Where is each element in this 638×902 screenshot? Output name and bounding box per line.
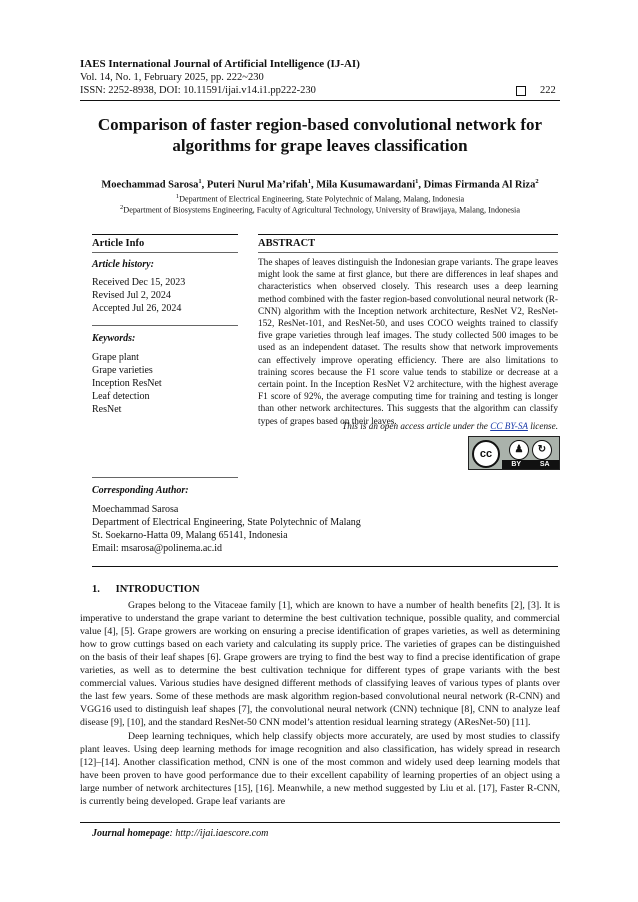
badge-by: BY xyxy=(511,461,522,468)
title-line-2: algorithms for grape leaves classification xyxy=(172,136,468,155)
corresponding-email: Email: msarosa@polinema.ac.id xyxy=(92,543,223,554)
keywords-list xyxy=(92,351,238,416)
homepage-label: Journal homepage xyxy=(92,828,170,839)
author-name: Puteri Nurul Ma’rifah xyxy=(206,179,308,191)
author-sup: 2 xyxy=(535,178,539,185)
keywords-rule xyxy=(92,325,238,326)
license-prefix: This is an open access article under the xyxy=(342,421,491,431)
license-suffix: license. xyxy=(527,421,558,431)
affiliation-sup: 2 xyxy=(120,204,124,211)
corresponding-heading: Corresponding Author: xyxy=(92,485,189,496)
affiliation-sup: 1 xyxy=(175,193,180,200)
article-info-heading: Article Info xyxy=(92,238,145,249)
accepted-date: Accepted Jul 26, 2024 xyxy=(92,303,182,314)
affiliation-1 xyxy=(80,193,560,204)
journal-volume: Vol. 14, No. 1, February 2025, pp. 222~230 xyxy=(80,72,264,83)
keyword: Leaf detection xyxy=(92,391,150,402)
person-icon: ♟ xyxy=(509,440,529,460)
journal-homepage xyxy=(92,828,268,839)
author-list: Moechammad Sarosa$^1$, Puteri Nurul Ma’rifah$^1$, Mila Kusumawardani$^1$, Dimas Firmanda Al Riza$^2$ xyxy=(101,178,539,191)
cc-by-sa-badge[interactable] xyxy=(468,436,560,470)
corresponding-name: Moechammad Sarosa xyxy=(92,504,179,515)
affiliation-text: Department of Biosystems Engineering, Faculty of Agricultural Technology, University of Brawijaya, Malang, Indonesia xyxy=(123,205,520,215)
badge-sa: SA xyxy=(539,461,550,468)
revised-date: Revised Jul 2, 2024 xyxy=(92,290,171,301)
corresponding-rule xyxy=(92,477,238,478)
badge-label-bar xyxy=(502,460,559,469)
info-sub-rule xyxy=(92,252,238,253)
footer-rule xyxy=(80,822,560,823)
paper-title xyxy=(80,114,560,156)
keyword: Grape plant xyxy=(92,352,139,363)
header-page xyxy=(516,85,556,96)
info-bottom-rule xyxy=(92,566,558,567)
affiliation-text: Department of Electrical Engineering, State Polytechnic of Malang, Malang, Indonesia xyxy=(179,194,465,204)
intro-heading: 1. INTRODUCTION xyxy=(92,584,200,595)
affiliation-2 xyxy=(80,204,560,215)
author-name: Moechammad Sarosa xyxy=(101,179,199,191)
keywords-heading: Keywords: xyxy=(92,333,136,344)
homepage-url[interactable]: : http://ijai.iaescore.com xyxy=(169,828,269,839)
header-rule xyxy=(80,100,560,101)
info-top-rule xyxy=(92,234,238,235)
author-sup: 1 xyxy=(307,178,311,185)
license-link[interactable]: CC BY-SA xyxy=(490,421,528,431)
intro-paragraph-2: Deep learning techniques, which help classify objects more accurately, are used by most studies to classify plant leaves. Using deep learning methods for image recognition and also classification, has widely spread in research [12]–[14]. Another classification method, CNN is one of the most common and widely used deep learning models that have been proven to have good performance due to their excellent capability of learning properties of an object using a large number of network architectures [15], [16]. Meanwhile, a new method suggested by Liu et al. [17], Faster R-CNN, is currently being developed. Grape leaf variants are xyxy=(80,731,560,808)
intro-paragraph-1: Grapes belong to the Vitaceae family [1], which are known to have a number of health benefits [2], [3]. It is imperative to understand the grape variant to determine the best cultivation technique, possible quality, and commercial value [4], [5]. Grape growers are working on ensuring a precise identification of grapes varieties, as well as determining how to grow cuttings based on each variety and calculating its supply price. The varieties of grapes can be distinguished on the basis of their leaf shapes [6]. Grape growers are trying to find the best way to find a precise identification of grape varieties, as well as to determine the best cultivation technique for different types of grape variants with the best commercial values. Various studies have designed different methods of classifying leaves of various types of plants over the last few years. Some of these methods are mask algorithm region-based convolutional neural network (R-CNN) and VGG16 used to distinguish leaf shapes [7], the convolutional neural network (CNN) technique [8], CNN to analyze leaf disease [9], [10], and the standard ResNet-50 CNN model’s attention residual learning strategy (AResNet-50) [11]. xyxy=(80,600,560,729)
abstract-text: The shapes of leaves distinguish the Indonesian grape variants. The grape leaves might look the same at first glance, but there are differences in leaf shapes and characteristics when observed closely. This research uses a deep learning method combined with the faster region-based convolutional neural network (R-CNN) algorithm with the Inception network architecture, ResNet V2, ResNet-152, ResNet-101, and ResNet-50, and uses COCO weights trained to classify five grape varieties through leaf images. The study collected 500 images to be used as an independent dataset. The results show that network improvements can effectively improve operating efficiency. There are also limitations to training scores because the F1 score value tends to stabilize or decrease at a certain point. In the Inception ResNet V2 architecture, with the highest average F1 score of 92%, the average computing time for training and testing is longer than other network architectures. This suggests that the algorithm can classify types of grapes based on their leaves. xyxy=(258,258,558,427)
author-sup: 1 xyxy=(198,178,202,185)
history-dates xyxy=(92,276,238,315)
keyword: Inception ResNet xyxy=(92,378,162,389)
abstract-heading: ABSTRACT xyxy=(258,238,316,249)
received-date: Received Dec 15, 2023 xyxy=(92,277,186,288)
cc-icon: cc xyxy=(472,440,500,468)
corresponding-address: St. Soekarno-Hatta 09, Malang 65141, Indonesia xyxy=(92,530,288,541)
title-line-1: Comparison of faster region-based convolutional network for xyxy=(97,115,543,134)
corresponding-dept: Department of Electrical Engineering, State Polytechnic of Malang xyxy=(92,517,361,528)
journal-name: IAES International Journal of Artificial Intelligence (IJ-AI) xyxy=(80,58,360,70)
author-name: Mila Kusumawardani xyxy=(316,179,416,191)
author-sup: 1 xyxy=(415,178,419,185)
history-heading: Article history: xyxy=(92,259,154,270)
license-line xyxy=(258,421,558,431)
corresponding-details xyxy=(92,503,552,555)
author-name: Dimas Firmanda Al Riza xyxy=(423,179,536,191)
keyword: ResNet xyxy=(92,404,122,415)
square-icon xyxy=(516,86,526,96)
journal-issn: ISSN: 2252-8938, DOI: 10.11591/ijai.v14.i1.pp222-230 xyxy=(80,85,316,96)
abstract-top-rule xyxy=(258,234,558,235)
abstract-sub-rule xyxy=(258,252,558,253)
share-alike-icon: ↻ xyxy=(532,440,552,460)
keyword: Grape varieties xyxy=(92,365,153,376)
page-number: 222 xyxy=(540,85,556,96)
